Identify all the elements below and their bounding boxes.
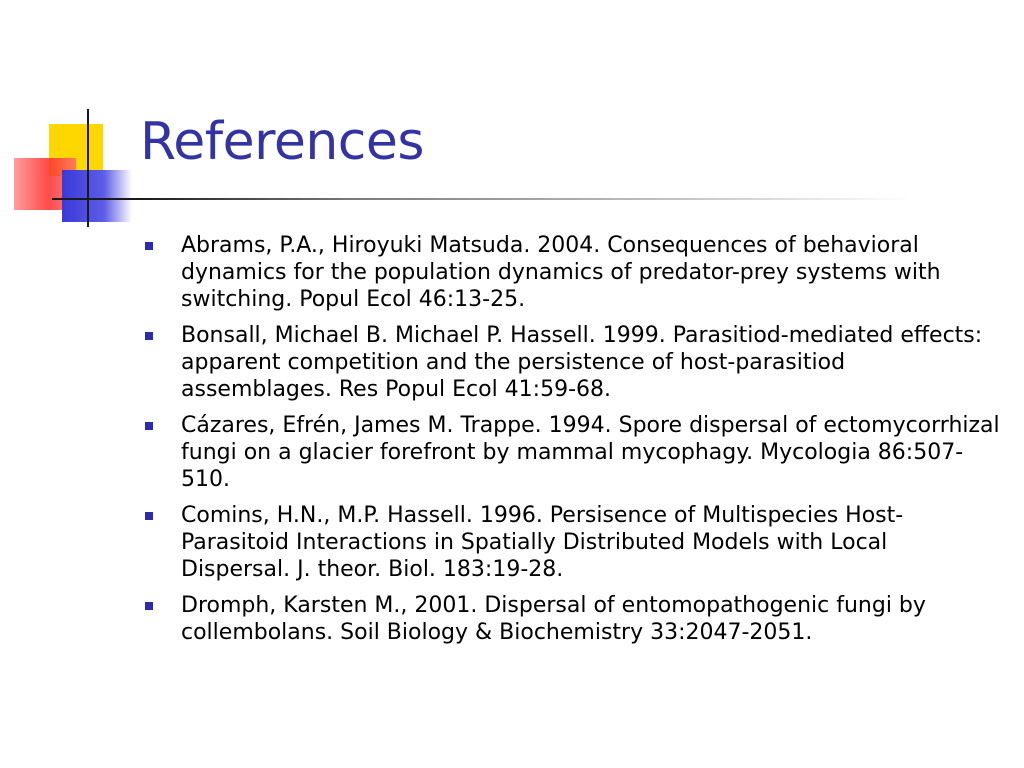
reference-item (140, 322, 1000, 403)
reference-item (140, 502, 1000, 583)
square-bullet-icon (145, 332, 153, 340)
reference-text: Abrams, P.A., Hiroyuki Matsuda. 2004. Consequences of behavioral dynamics for the population dynamics of predator-prey systems with switching. Popul Ecol 46:13-25. (181, 233, 941, 312)
reference-text: Bonsall, Michael B. Michael P. Hassell. 1999. Parasitiod-mediated effects: apparent competition and the persistence of host-parasitiod assemblages. Res Popul Ecol 41:59-68. (181, 323, 983, 402)
reference-list (140, 232, 1000, 655)
reference-text: Comins, H.N., M.P. Hassell. 1996. Persisence of Multispecies Host-Parasitoid Interactions in Spatially Distributed Models with Local Dispersal. J. theor. Biol. 183:19-28. (181, 503, 904, 582)
square-bullet-icon (145, 422, 153, 430)
square-bullet-icon (145, 242, 153, 250)
decorative-vertical-line (87, 109, 89, 227)
square-bullet-icon (145, 512, 153, 520)
decorative-blue-square (62, 170, 132, 222)
reference-item (140, 412, 1000, 493)
reference-text: Dromph, Karsten M., 2001. Dispersal of entomopathogenic fungi by collembolans. Soil Biology & Biochemistry 33:2047-2051. (181, 593, 926, 645)
square-bullet-icon (145, 602, 153, 610)
title-underline (52, 198, 912, 200)
reference-item (140, 592, 1000, 646)
reference-text: Cázares, Efrén, James M. Trappe. 1994. Spore dispersal of ectomycorrhizal fungi on a glacier forefront by mammal mycophagy. Mycologia 86:507-510. (181, 413, 1000, 492)
reference-item (140, 232, 1000, 313)
slide-title: References (140, 112, 424, 172)
